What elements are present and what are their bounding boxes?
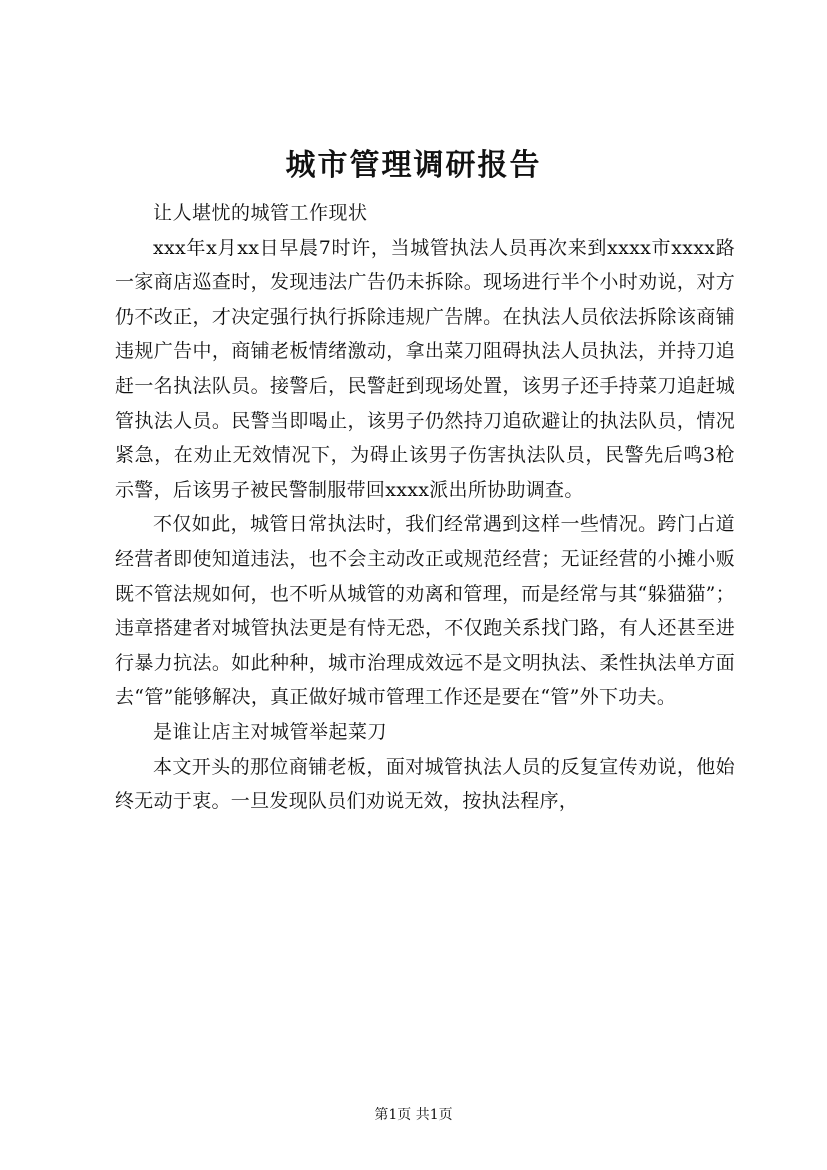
paragraph-common-situations: 不仅如此，城管日常执法时，我们经常遇到这样一些情况。跨门占道经营者即使知道违法，也不会主动改正或规范经营；无证经营的小摊小贩既不管法规如何，也不听从城管的劝离和管理，而是经常与其“躲猫猫”；违章搭建者对城管执法更是有恃无恐，不仅跑关系找门路，有人还甚至进行暴力抗法。如此种种，城市治理成效远不是文明执法、柔性执法单方面去“管”能够解决，真正做好城市管理工作还是要在“管”外下功夫。 [115, 513, 735, 709]
page-footer: 第1页 共1页 [374, 1107, 453, 1123]
document-title: 城市管理调研报告 [285, 148, 542, 183]
paragraph-incident: xxx年x月xx日早晨7时许，当城管执法人员再次来到xxxx市xxxx路一家商店巡查时，发现违法广告仍未拆除。现场进行半个小时劝说，对方仍不改正，才决定强行执行拆除违规广告牌。在执法人员依法拆除该商铺违规广告中，商铺老板情绪激动，拿出菜刀阻碍执法人员执法，并持刀追赶一名执法队员。接警后，民警赶到现场处置，该男子还手持菜刀追赶城管执法人员。民警当即喝止，该男子仍然持刀追砍避让的执法队员，情况紧急，在劝止无效情况下，为碍止该男子伤害执法队员，民警先后鸣3枪示警，后该男子被民警制服带回xxxx派出所协助调查。 [115, 236, 735, 501]
paragraph-shop-owner: 本文开头的那位商铺老板，面对城管执法人员的反复宣传劝说，他始终无动于衷。一旦发现队员们劝说无效，按执法程序， [115, 755, 735, 813]
document-body [115, 196, 735, 819]
section-heading-cause: 是谁让店主对城管举起菜刀 [153, 720, 388, 743]
section-heading-status: 让人堪忧的城管工作现状 [153, 202, 368, 224]
